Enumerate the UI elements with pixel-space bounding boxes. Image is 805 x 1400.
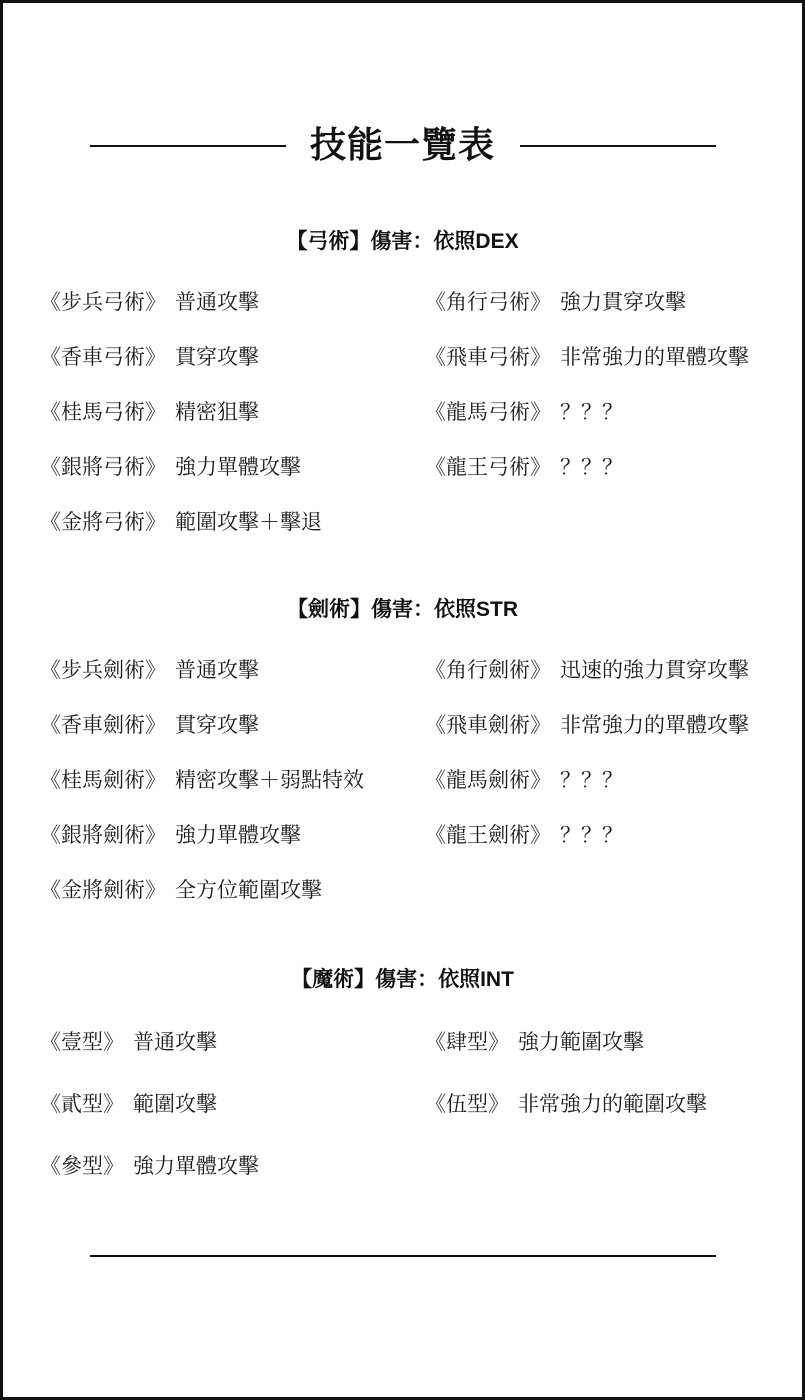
skill-name: 《龍王弓術》 — [425, 455, 551, 479]
skill-name: 《龍馬弓術》 — [425, 400, 551, 424]
skill-entry — [425, 275, 749, 330]
skill-description: 強力單體攻擊 — [133, 1154, 259, 1178]
skill-entry — [40, 643, 364, 698]
skill-name: 《角行劍術》 — [425, 658, 551, 682]
section-heading: 【劍術】傷害：依照STR — [287, 598, 518, 621]
skill-description: 全方位範圍攻擊 — [175, 878, 322, 902]
skill-entry — [425, 808, 749, 863]
title-rule-right — [520, 145, 716, 147]
skill-entry — [425, 698, 749, 753]
skill-description: 範圍攻擊＋擊退 — [175, 510, 322, 534]
right-column — [425, 1011, 707, 1135]
skill-name: 《龍馬劍術》 — [425, 768, 551, 792]
skill-description: 精密狙擊 — [175, 400, 259, 424]
skill-name: 《步兵弓術》 — [40, 290, 166, 314]
skill-description: 非常強力的單體攻擊 — [560, 345, 749, 369]
skill-description: 貫穿攻擊 — [175, 345, 259, 369]
left-column — [40, 643, 364, 918]
skill-name: 《香車劍術》 — [40, 713, 166, 737]
skill-name: 《飛車弓術》 — [425, 345, 551, 369]
skill-description: 範圍攻擊 — [133, 1092, 217, 1116]
skill-name: 《香車弓術》 — [40, 345, 166, 369]
skill-name: 《參型》 — [40, 1154, 124, 1178]
skill-description: ？？？ — [560, 455, 623, 479]
skill-name: 《飛車劍術》 — [425, 713, 551, 737]
skill-entry — [40, 1135, 259, 1197]
skill-entry — [425, 1011, 707, 1073]
skill-entry — [40, 1011, 259, 1073]
skill-entry — [40, 275, 322, 330]
page-title: 技能一覽表 — [309, 124, 495, 165]
skill-description: 非常強力的範圍攻擊 — [518, 1092, 707, 1116]
skill-entry — [40, 698, 364, 753]
skill-entry — [40, 808, 364, 863]
section-heading: 【弓術】傷害：依照DEX — [286, 230, 519, 253]
skill-entry — [40, 495, 322, 550]
skill-name: 《金將弓術》 — [40, 510, 166, 534]
skill-description: 精密攻擊＋弱點特效 — [175, 768, 364, 792]
skill-name: 《肆型》 — [425, 1030, 509, 1054]
skill-entry — [40, 1073, 259, 1135]
skill-description: 強力貫穿攻擊 — [560, 290, 686, 314]
skill-entry — [40, 863, 364, 918]
skill-name: 《銀將劍術》 — [40, 823, 166, 847]
skill-description: 迅速的強力貫穿攻擊 — [560, 658, 749, 682]
bottom-rule — [90, 1255, 716, 1257]
skill-name: 《伍型》 — [425, 1092, 509, 1116]
skill-description: ？？？ — [560, 768, 623, 792]
skill-description: 強力範圍攻擊 — [518, 1030, 644, 1054]
skill-description: ？？？ — [560, 823, 623, 847]
skill-entry — [425, 440, 749, 495]
skill-description: 普通攻擊 — [133, 1030, 217, 1054]
skill-description: 強力單體攻擊 — [175, 455, 301, 479]
left-column — [40, 275, 322, 550]
skill-description: 普通攻擊 — [175, 658, 259, 682]
skill-entry — [425, 1073, 707, 1135]
skill-description: ？？？ — [560, 400, 623, 424]
skill-entry — [40, 753, 364, 808]
skill-name: 《桂馬弓術》 — [40, 400, 166, 424]
skill-entry — [425, 330, 749, 385]
skill-entry — [40, 330, 322, 385]
skill-name: 《銀將弓術》 — [40, 455, 166, 479]
skill-entry — [425, 385, 749, 440]
skill-name: 《角行弓術》 — [425, 290, 551, 314]
skill-name: 《貳型》 — [40, 1092, 124, 1116]
left-column — [40, 1011, 259, 1197]
skill-name: 《龍王劍術》 — [425, 823, 551, 847]
skill-entry — [425, 643, 749, 698]
right-column — [425, 275, 749, 495]
skill-entry — [425, 753, 749, 808]
skill-name: 《壹型》 — [40, 1030, 124, 1054]
skill-description: 強力單體攻擊 — [175, 823, 301, 847]
right-column — [425, 643, 749, 863]
section-heading: 【魔術】傷害：依照INT — [291, 968, 514, 991]
skill-entry — [40, 440, 322, 495]
skill-description: 貫穿攻擊 — [175, 713, 259, 737]
skill-name: 《金將劍術》 — [40, 878, 166, 902]
skill-name: 《步兵劍術》 — [40, 658, 166, 682]
skill-entry — [40, 385, 322, 440]
skill-description: 普通攻擊 — [175, 290, 259, 314]
skill-description: 非常強力的單體攻擊 — [560, 713, 749, 737]
skill-name: 《桂馬劍術》 — [40, 768, 166, 792]
